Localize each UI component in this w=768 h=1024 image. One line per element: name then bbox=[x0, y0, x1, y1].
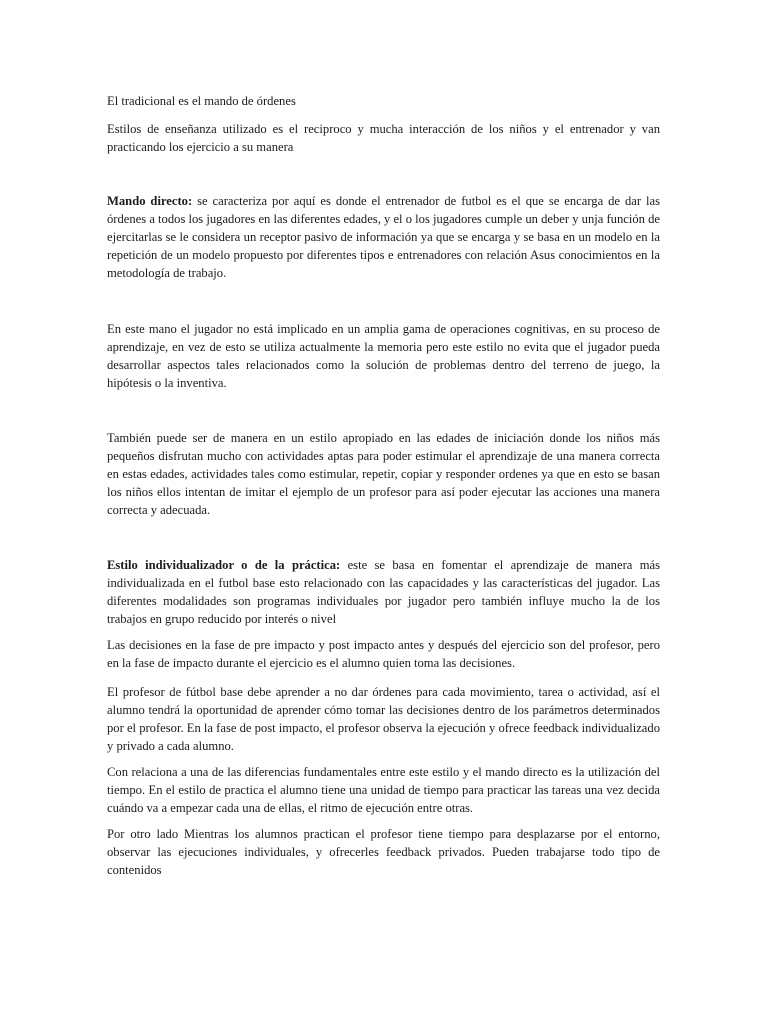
paragraph-text: En este mano el jugador no está implicado en un amplia gama de operaciones cognitivas, en su proceso de aprendizaje, en vez de esto se utiliza actualmente la memoria pero este estilo no evita que el jugador pueda desarrollar aspectos tales relacionados como la solución de problemas dentro del terreno de juego, la hipótesis o la inventiva. bbox=[107, 322, 660, 390]
paragraph-mando-directo bbox=[107, 192, 660, 282]
paragraph bbox=[107, 636, 660, 672]
paragraph-text: Por otro lado Mientras los alumnos practican el profesor tiene tiempo para desplazarse por el entorno, observar las ejecuciones individuales, y ofrecerles feedback privados. Pueden trabajarse todo tipo de contenidos bbox=[107, 827, 660, 877]
paragraph-text: También puede ser de manera en un estilo apropiado en las edades de iniciación donde los niños más pequeños disfrutan mucho con actividades aptas para poder estimular el aprendizaje de una manera correcta en estas edades, actividades tales como estimular, repetir, copiar y responder ordenes ya que en esto se basan los niños ellos intentan de imitar el ejemplo de un profesor para así poder ejecutar las acciones una manera correcta y adecuada. bbox=[107, 431, 660, 517]
paragraph-text: Con relaciona a una de las diferencias fundamentales entre este estilo y el mando directo es la utilización del tiempo. En el estilo de practica el alumno tiene una unidad de tiempo para practicar las tareas una vez decida cuándo va a empezar cada una de ellas, el ritmo de ejecución entre otras. bbox=[107, 765, 660, 815]
paragraph-estilo-individualizador bbox=[107, 556, 660, 628]
paragraph-text: Las decisiones en la fase de pre impacto y post impacto antes y después del ejercicio son del profesor, pero en la fase de impacto durante el ejercicio es el alumno quien toma las decisiones. bbox=[107, 638, 660, 670]
paragraph-text: El profesor de fútbol base debe aprender a no dar órdenes para cada movimiento, tarea o actividad, así el alumno tendrá la oportunidad de aprender cómo tomar las decisiones dentro de los parámetros determinados por el profesor. En la fase de post impacto, el profesor observa la ejecución y ofrece feedback individualizado y privado a cada alumno. bbox=[107, 685, 660, 753]
paragraph bbox=[107, 825, 660, 879]
paragraph bbox=[107, 320, 660, 392]
paragraph-text: este se basa en fomentar el aprendizaje de manera más individualizada en el futbol base esto relacionado con las capacidades y las características del jugador. Las diferentes modalidades son programas individuales por jugador pero también influye mucho la de los trabajos en grupo reducido por interés o nivel bbox=[107, 558, 660, 626]
paragraph bbox=[107, 763, 660, 817]
paragraph-heading: Estilo individualizador o de la práctica: bbox=[107, 558, 341, 572]
document-subtitle: Estilos de enseñanza utilizado es el reciproco y mucha interacción de los niños y el entrenador y van practicando los ejercicio a su manera bbox=[107, 122, 660, 154]
paragraph bbox=[107, 429, 660, 519]
document-title: El tradicional es el mando de órdenes bbox=[107, 94, 296, 108]
paragraph-text: se caracteriza por aquí es donde el entrenador de futbol es el que se encarga de dar las órdenes a todos los jugadores en las diferentes edades, y el o los jugadores cumple un deber y unja función de ejercitarlas se le considera un receptor pasivo de información ya que se encarga y se basa en un modelo en la repetición de un modelo propuesto por diferentes tipos e entrenadores con relación Asus conocimientos en la metodología de trabajo. bbox=[107, 194, 660, 280]
paragraph bbox=[107, 683, 660, 755]
paragraph-heading: Mando directo: bbox=[107, 194, 193, 208]
